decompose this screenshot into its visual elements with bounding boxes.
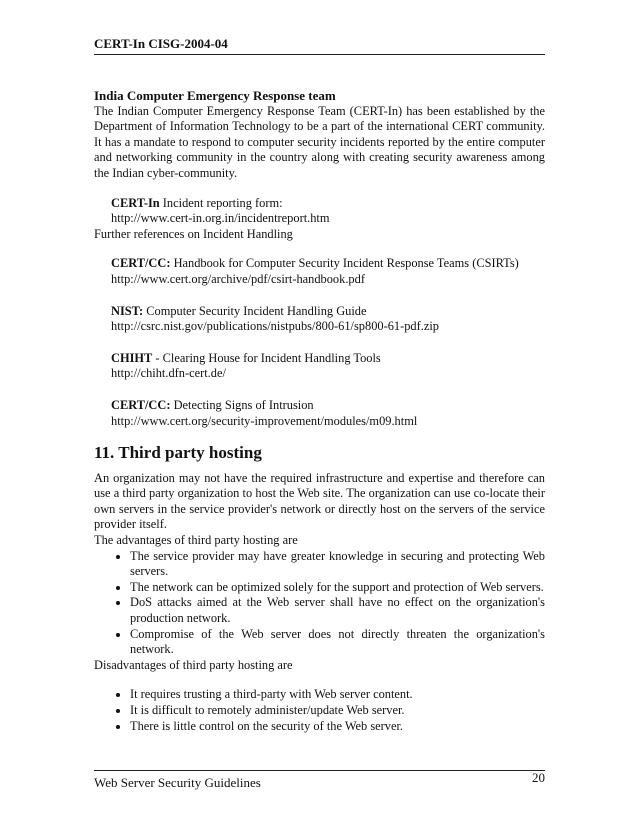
certin-reference bbox=[111, 196, 545, 227]
intro-paragraph: The Indian Computer Emergency Response Team (CERT-In) has been established by the Department of Information Technology to be a part of the international CERT community. It has a mandate to respond to computer security incidents reported by the entire computer and networking community in the country along with creating security awareness among the Indian cyber-community. bbox=[94, 103, 545, 180]
reference-name: NIST: bbox=[111, 303, 144, 318]
reference-item bbox=[111, 256, 545, 287]
reference-name: CHIHT bbox=[111, 350, 153, 365]
list-item: • The service provider may have greater knowledge in securing and protecting Web servers. bbox=[130, 549, 545, 580]
list-item: • Compromise of the Web server does not directly threaten the organization's network. bbox=[130, 627, 545, 658]
running-header: CERT-In CISG-2004-04 bbox=[94, 36, 228, 51]
reference-item bbox=[111, 304, 545, 335]
list-item: • It is difficult to remotely administer/update Web server. bbox=[130, 703, 545, 719]
page-number: 20 bbox=[532, 770, 545, 785]
header-rule bbox=[94, 54, 545, 55]
section-title: India Computer Emergency Response team bbox=[94, 88, 336, 103]
disadvantages-list bbox=[94, 687, 545, 734]
reference-url[interactable]: http://www.cert-in.org.in/incidentreport.htm bbox=[111, 211, 330, 226]
section-paragraph: An organization may not have the required infrastructure and expertise and therefore can use a third party organization to host the Web site. The organization can use co-locate their own servers in the service provider's network or directly host on the servers of the service provider itself. bbox=[94, 470, 545, 532]
list-item: • DoS attacks aimed at the Web server shall have no effect on the organization's production network. bbox=[130, 595, 545, 626]
reference-item bbox=[111, 351, 545, 382]
reference-name: CERT/CC: bbox=[111, 397, 171, 412]
footer-title: Web Server Security Guidelines bbox=[94, 775, 261, 790]
reference-name: CERT/CC: bbox=[111, 256, 171, 271]
reference-description: Handbook for Computer Security Incident Response Teams (CSIRTs) bbox=[170, 256, 519, 271]
reference-url[interactable]: http://chiht.dfn-cert.de/ bbox=[111, 366, 226, 381]
reference-item bbox=[111, 398, 545, 429]
reference-description: Computer Security Incident Handling Guide bbox=[143, 303, 367, 318]
disadvantages-label: Disadvantages of third party hosting are bbox=[94, 657, 293, 672]
section-heading: 11. Third party hosting bbox=[94, 443, 262, 463]
reference-url[interactable]: http://www.cert.org/security-improvement/modules/m09.html bbox=[111, 413, 418, 428]
reference-description: Detecting Signs of Intrusion bbox=[170, 397, 314, 412]
list-item: • It requires trusting a third-party with Web server content. bbox=[130, 687, 545, 703]
reference-description: Incident reporting form: bbox=[159, 195, 283, 210]
further-references-label: Further references on Incident Handling bbox=[94, 226, 293, 241]
list-item: • The network can be optimized solely for the support and protection of Web servers. bbox=[130, 580, 545, 596]
reference-url[interactable]: http://csrc.nist.gov/publications/nistpubs/800-61/sp800-61-pdf.zip bbox=[111, 319, 439, 334]
list-item: • There is little control on the security of the Web server. bbox=[130, 719, 545, 735]
advantages-label: The advantages of third party hosting are bbox=[94, 533, 298, 548]
reference-description: - Clearing House for Incident Handling Tools bbox=[152, 350, 381, 365]
page-body bbox=[94, 88, 545, 734]
reference-name: CERT-In bbox=[111, 195, 160, 210]
advantages-list bbox=[94, 549, 545, 658]
footer-rule bbox=[94, 770, 545, 771]
reference-url[interactable]: http://www.cert.org/archive/pdf/csirt-handbook.pdf bbox=[111, 271, 365, 286]
